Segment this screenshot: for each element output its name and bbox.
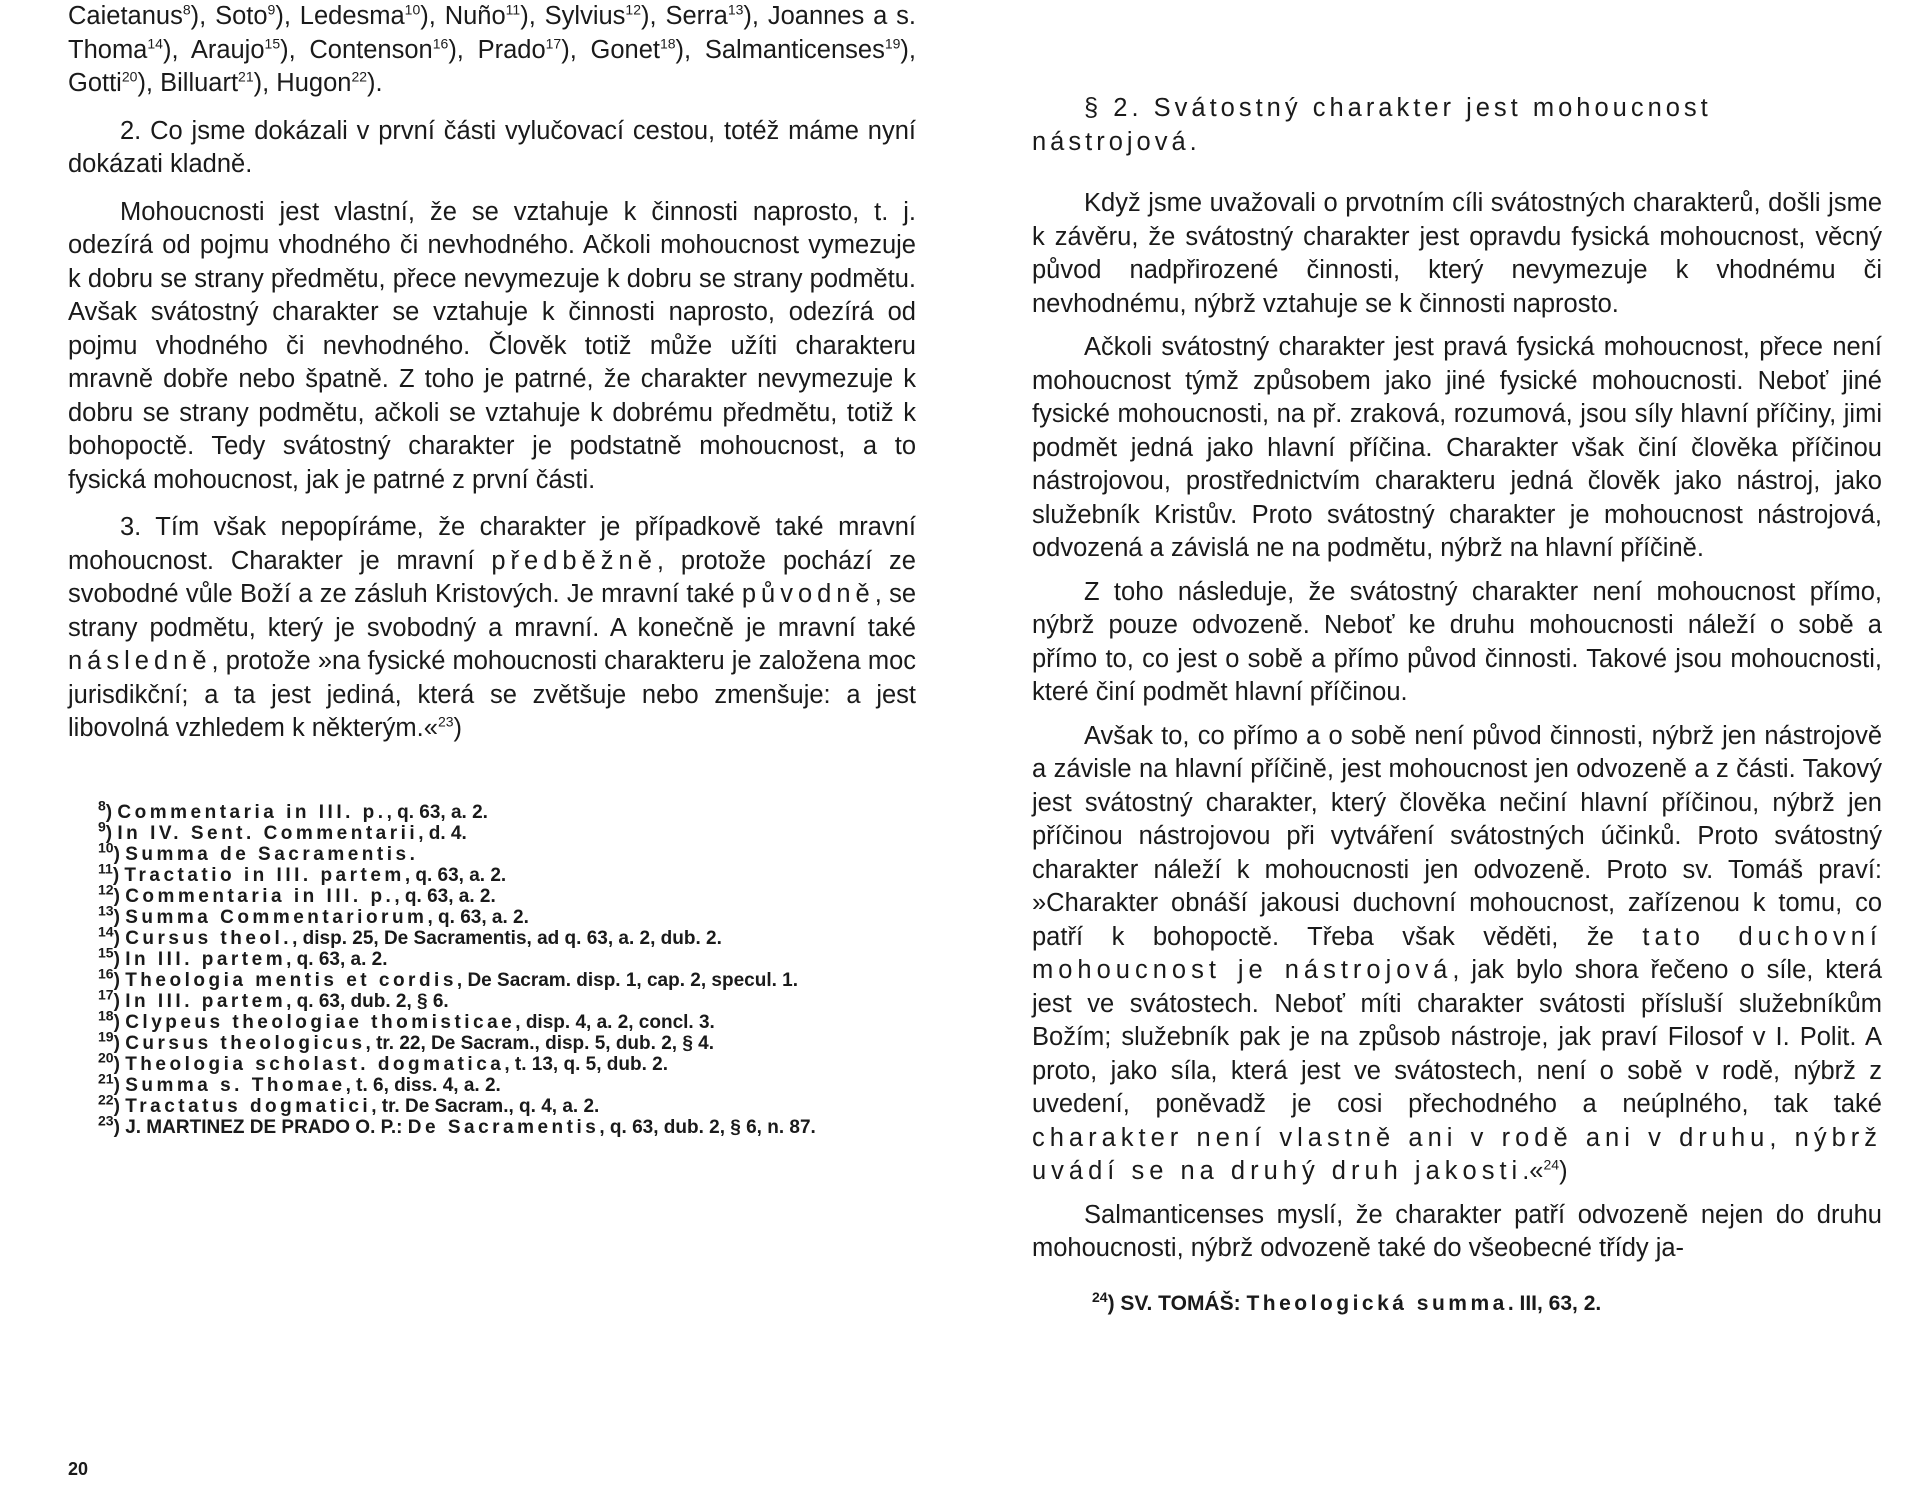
text-run: 2. Co jsme dokázali v první části vylučovací cestou, totéž máme nyní dokázati kladně.	[68, 116, 916, 178]
footnote-text	[125, 1096, 599, 1117]
footnote-marker: 18	[98, 1007, 114, 1024]
footnote-marker: 17	[98, 986, 114, 1003]
footnote: $^{16}$) Theologia mentis et cordis, De Sacram. disp. 1, cap. 2, specul. 1.	[98, 965, 799, 991]
footnote: $^{17}$) In III. partem, q. 63, dub. 2, § 6.	[98, 986, 449, 1012]
footnote: $^{24}$) SV. TOMÁŠ: Theologická summa. III, 63, 2.	[1092, 1288, 1602, 1315]
footnote-ref: 16	[432, 35, 449, 51]
spaced-emphasis: Theologia scholast. dogmatica	[125, 1053, 505, 1075]
spaced-emphasis: Clypeus theologiae thomisticae	[125, 1011, 516, 1033]
footnote-marker: 13	[98, 902, 114, 919]
footnote-marker: 8	[98, 797, 106, 814]
footnote-text	[125, 1012, 715, 1033]
text-run: , t. 6, diss. 4, a. 2.	[345, 1074, 501, 1096]
footnote-marker: 15	[98, 944, 114, 961]
footnote-ref: 13	[727, 1, 744, 18]
text-run: ), Ledesma	[275, 2, 405, 30]
spaced-emphasis: charakter není vlastně ani v rodě ani v druhu, nýbrž uvádí se na druhý druh jakosti	[1032, 1123, 1882, 1185]
footnote-text	[125, 907, 529, 928]
spaced-emphasis: Tractatio in III. partem	[124, 864, 405, 886]
footnote: $^{19}$) Cursus theologicus, tr. 22, De Sacram., disp. 5, dub. 2, § 4.	[98, 1028, 715, 1054]
section-number: § 2.	[1084, 94, 1143, 122]
footnote: $^{13}$) Summa Commentariorum, q. 63, a. 2.	[98, 902, 529, 928]
paragraph	[1032, 576, 1882, 710]
footnote-marker: 19	[98, 1028, 114, 1045]
footnote-text	[125, 949, 387, 970]
text-run: ), Billuart	[137, 69, 239, 97]
footnote-ref: 23	[437, 713, 454, 730]
text-run: , q. 63, a. 2.	[404, 864, 507, 886]
text-run: Avšak to, co přímo a o sobě není původ činnosti, nýbrž jen nástrojově a závisle na hlavní příčině, jest mohoucnost jen odvozeně a z části. Takový jest svátostný charakter, který člověka nečiní hlavní příčinou, nýbrž jen příčinou nástrojovou při vytváření svátostných účinků. Proto svátostný charakter náleží k mohoucnosti jen odvozeně. Proto sv. Tomáš praví: »Charakter obnáší jakousi duchovní mohoucnost, zařízenou k tomu, co patří k bohopoctě. Třeba však věděti, že	[1032, 721, 1882, 951]
spaced-emphasis: In III. partem	[125, 948, 287, 970]
paragraph	[68, 0, 916, 101]
spaced-emphasis: Tractatus dogmatici	[125, 1095, 372, 1117]
text-run: Když jsme uvažovali o prvotním cíli svátostných charakterů, došli jsme k závěru, že svátostný charakter jest opravdu fysická mohoucnost, věcný původ nadpřirozené činnosti, který nevymezuje k vhodnému či nevhodnému, nýbrž vztahuje se k činnosti naprosto.	[1032, 189, 1882, 318]
text-run: ), Gotti	[68, 35, 916, 97]
footnote: $^9$) In IV. Sent. Commentarii, d. 4.	[98, 818, 467, 844]
text-run: , De Sacram. disp. 1, cap. 2, specul. 1.	[456, 969, 799, 991]
footnote-marker: 20	[98, 1049, 114, 1066]
spaced-emphasis: následně	[68, 647, 212, 675]
spaced-emphasis: In IV. Sent. Commentarii	[117, 822, 419, 844]
paragraph	[1032, 187, 1882, 321]
paragraph	[68, 511, 916, 746]
left-body-text	[68, 0, 916, 746]
footnote-text	[1120, 1292, 1601, 1315]
footnotes	[68, 797, 916, 1138]
spaced-emphasis: De Sacramentis	[407, 1116, 600, 1138]
text-run: , disp. 25, De Sacramentis, ad q. 63, a. 2, dub. 2.	[292, 927, 722, 949]
footnote-ref: 20	[121, 68, 138, 85]
text-run: , protože »na fysické mohoucnosti charakteru je založena moc jurisdikční; a ta jest jediná, která se zvětšuje nebo zmenšuje: a jest libovolná vzhledem k některým.«	[68, 647, 916, 742]
spaced-emphasis: Summa s. Thomae	[125, 1074, 346, 1096]
paragraph	[1032, 1199, 1882, 1266]
text-run: ), Gonet	[561, 35, 660, 64]
text-run: , tr. 22, De Sacram., disp. 5, dub. 2, § 4.	[365, 1032, 715, 1054]
footnote: $^{12}$) Commentaria in III. p., q. 63, a. 2.	[98, 881, 496, 907]
footnote-ref: 15	[264, 35, 281, 51]
footnote-ref: 18	[659, 35, 676, 51]
text-run: . III, 63, 2.	[1507, 1291, 1602, 1315]
footnote-ref: 24	[1543, 1156, 1560, 1173]
spaced-emphasis: Theologická summa	[1246, 1291, 1508, 1315]
footnote-ref: 14	[147, 35, 163, 51]
text-run: ), Hugon	[253, 69, 352, 97]
footnote-ref: 8	[182, 1, 191, 18]
footnote-ref: 17	[545, 35, 562, 51]
text-run: ), Salmanticenses	[675, 35, 885, 64]
text-run: , q. 63, dub. 2, § 6, n. 87.	[599, 1116, 816, 1138]
footnote: $^8$) Commentaria in III. p., q. 63, a. 2.	[98, 797, 488, 823]
spaced-emphasis: Summa de Sacramentis	[125, 843, 410, 865]
footnote-ref: 19	[884, 35, 901, 51]
footnote-marker: 16	[98, 965, 114, 982]
text-run: , q. 63, a. 2.	[394, 885, 496, 907]
text-run: SV. TOMÁŠ:	[1120, 1291, 1247, 1315]
text-run: .	[409, 843, 415, 865]
footnote-text	[125, 1075, 501, 1096]
footnote-marker: 21	[98, 1070, 114, 1087]
text-run: ), Nuño	[420, 2, 506, 30]
right-page	[1032, 92, 1882, 1316]
text-run: )	[1559, 1157, 1568, 1185]
left-page	[68, 0, 917, 1479]
footnote: $^{14}$) Cursus theol., disp. 25, De Sacramentis, ad q. 63, a. 2, dub. 2.	[98, 923, 722, 949]
text-run: Salmanticenses myslí, že charakter patří odvozeně nejen do druhu mohoucnosti, nýbrž odvozeně také do všeobecné třídy ja-	[1032, 1200, 1882, 1262]
footnote: $^{15}$) In III. partem, q. 63, a. 2.	[98, 944, 388, 970]
text-run: 3. Tím však nepopíráme, že charakter je případkově také mravní mohoucnost. Charakter je mravní	[68, 513, 916, 575]
text-run: .«	[1522, 1157, 1544, 1185]
footnote: $^{20}$) Theologia scholast. dogmatica, t. 13, q. 5, dub. 2.	[98, 1049, 669, 1075]
paragraph	[1032, 720, 1882, 1189]
footnote-marker: 11	[98, 860, 113, 877]
text-run: , q. 63, dub. 2, § 6.	[286, 990, 449, 1012]
footnote-text	[124, 865, 506, 886]
text-run: , disp. 4, a. 2, concl. 3.	[515, 1011, 715, 1033]
footnote: $^{18}$) Clypeus theologiae thomisticae, disp. 4, a. 2, concl. 3.	[98, 1007, 715, 1033]
paragraph	[68, 196, 916, 498]
footnote-ref: 10	[404, 1, 421, 18]
footnote-marker: 22	[98, 1091, 114, 1108]
footnote-text	[125, 970, 798, 991]
text-run: , protože pochází ze svobodné vůle Boží a ze zásluh Kristových. Je mravní také	[68, 546, 916, 608]
footnote-marker: 10	[98, 839, 114, 856]
footnote-text	[117, 802, 488, 823]
spaced-emphasis: In III. partem	[125, 990, 287, 1012]
text-run: , q. 63, a. 2.	[286, 948, 388, 970]
text-run: , d. 4.	[418, 822, 467, 844]
paragraph	[1032, 331, 1882, 566]
text-run: , jak bylo shora řečeno o síle, která jest ve svátostech. Neboť míti charakter svátosti přísluší služebníkům Božím; služebník pak je na způsob nástroje, jak praví Filosof v I. Polit. A proto, jako síla, která jest ve svátostech, není o sobě v rodě, nýbrž z uvedení, poněvadž je cosi přechodného a neúplného, tak také	[1032, 956, 1882, 1118]
spaced-emphasis: Commentaria in III. p.	[125, 885, 395, 907]
page-number: 20	[68, 1459, 89, 1479]
text-run: , q. 63, a. 2.	[427, 906, 529, 928]
footnote-marker: 9	[98, 818, 106, 835]
spaced-emphasis: Commentaria in III. p.	[117, 801, 387, 823]
text-run: Caietanus	[68, 2, 183, 30]
text-run: , q. 63, a. 2.	[386, 801, 488, 823]
footnote-text	[125, 1117, 816, 1138]
footnote: $^{21}$) Summa s. Thomae, t. 6, diss. 4, a. 2.	[98, 1070, 501, 1096]
text-run: , tr. De Sacram., q. 4, a. 2.	[371, 1095, 600, 1117]
text-run: Z toho následuje, že svátostný charakter není mohoucnost přímo, nýbrž pouze odvozeně. Neboť ke druhu mohoucnosti náleží o sobě a přímo to, co jest o sobě a přímo původ činnosti. Takové jsou mohoucnosti, které činí podmět hlavní příčinou.	[1032, 577, 1882, 706]
spaced-emphasis: Summa Commentariorum	[125, 906, 428, 928]
spaced-emphasis: Cursus theologicus	[125, 1032, 366, 1054]
footnote-text	[125, 991, 449, 1012]
footnote: $^{23}$) J. MARTINEZ DE PRADO O. P.: De Sacramentis, q. 63, dub. 2, § 6, n. 87.	[98, 1112, 816, 1138]
right-body-text	[1032, 187, 1882, 1266]
footnote-marker: 14	[98, 923, 114, 940]
spaced-emphasis: předběžně	[491, 546, 657, 575]
text-run: Mohoucnosti jest vlastní, že se vztahuje k činnosti naprosto, t. j. odezírá od pojmu vhodného či nevhodného. Ačkoli mohoucnost vymezuje k dobru se strany předmětu, přece nevymezuje k dobru se strany podmětu. Avšak svátostný charakter se vztahuje k činnosti naprosto, odezírá od pojmu vhodného či nevhodného. Člověk totiž může užíti charakteru mravně dobře nebo špatně. Z toho je patrné, že charakter nevymezuje k dobru se strany podmětu, ačkoli se vztahuje k dobrému předmětu, totiž k bohopoctě. Tedy svátostný charakter je podstatně mohoucnost, a to fysická mohoucnost, jak je patrné z první části.	[68, 197, 916, 494]
footnote-text	[125, 886, 496, 907]
footnote-text	[125, 1033, 714, 1054]
footnote-ref: 22	[351, 68, 368, 85]
footnote-text	[125, 1054, 668, 1075]
footnote-marker: 23	[98, 1112, 114, 1129]
text-run: J. MARTINEZ DE PRADO O. P.:	[125, 1116, 408, 1138]
footnote-marker: 24	[1092, 1288, 1108, 1305]
text-run: , se strany podmětu, který je svobodný a mravní. A konečně je mravní také	[68, 580, 917, 642]
text-run: ), Contenson	[280, 35, 433, 64]
text-run: )	[453, 714, 463, 742]
text-run: ), Soto	[190, 2, 268, 30]
footnote: $^{11}$) Tractatio in III. partem, q. 63, a. 2.	[98, 860, 507, 886]
text-run: ), Joannes a s. Thoma	[68, 2, 916, 64]
footnote-text	[117, 823, 466, 844]
footnote-ref: 21	[238, 68, 254, 85]
footnote: $^{22}$) Tractatus dogmatici, tr. De Sacram., q. 4, a. 2.	[98, 1091, 600, 1117]
text-run: ), Sylvius	[520, 2, 626, 30]
paragraph	[68, 115, 916, 182]
section-title: Svátostný charakter jest mohoucnost nástrojová.	[1032, 94, 1712, 156]
text-run: Ačkoli svátostný charakter jest pravá fysická mohoucnost, přece není mohoucnost týmž způsobem jako jiné fysické mohoucnosti. Neboť jiné fysické mohoucnosti, na př. zraková, rozumová, jsou síly hlavní příčiny, jimi podmět jedná jako hlavní příčina. Charakter však činí člověka příčinou nástrojovou, prostřednictvím charakteru jedná člověk jako nástroj, jako služebník Kristův. Proto svátostný charakter je mohoucnost nástrojová, odvozená a závislá ne na podmětu, nýbrž na hlavní příčině.	[1032, 333, 1882, 562]
spaced-emphasis: Cursus theol.	[125, 927, 293, 949]
footnote-text	[125, 928, 722, 949]
text-run: ), Serra	[641, 2, 728, 30]
spaced-emphasis: Theologia mentis et cordis	[125, 969, 457, 991]
text-run: ), Prado	[448, 35, 546, 64]
footnote-ref: 11	[505, 1, 521, 18]
text-run: , t. 13, q. 5, dub. 2.	[504, 1053, 669, 1075]
spaced-emphasis: původně	[741, 580, 875, 608]
footnote-ref: 12	[625, 1, 641, 18]
text-run: ).	[367, 69, 383, 97]
spaced-emphasis: tato duchovní mohoucnost je nástrojová	[1032, 922, 1882, 984]
footnote-text	[125, 844, 415, 865]
section-heading	[1032, 92, 1882, 159]
footnote-ref: 9	[267, 1, 276, 18]
footnote: $^{10}$) Summa de Sacramentis.	[98, 839, 415, 865]
text-run: ), Araujo	[162, 35, 265, 64]
footnote-marker: 12	[98, 881, 114, 898]
